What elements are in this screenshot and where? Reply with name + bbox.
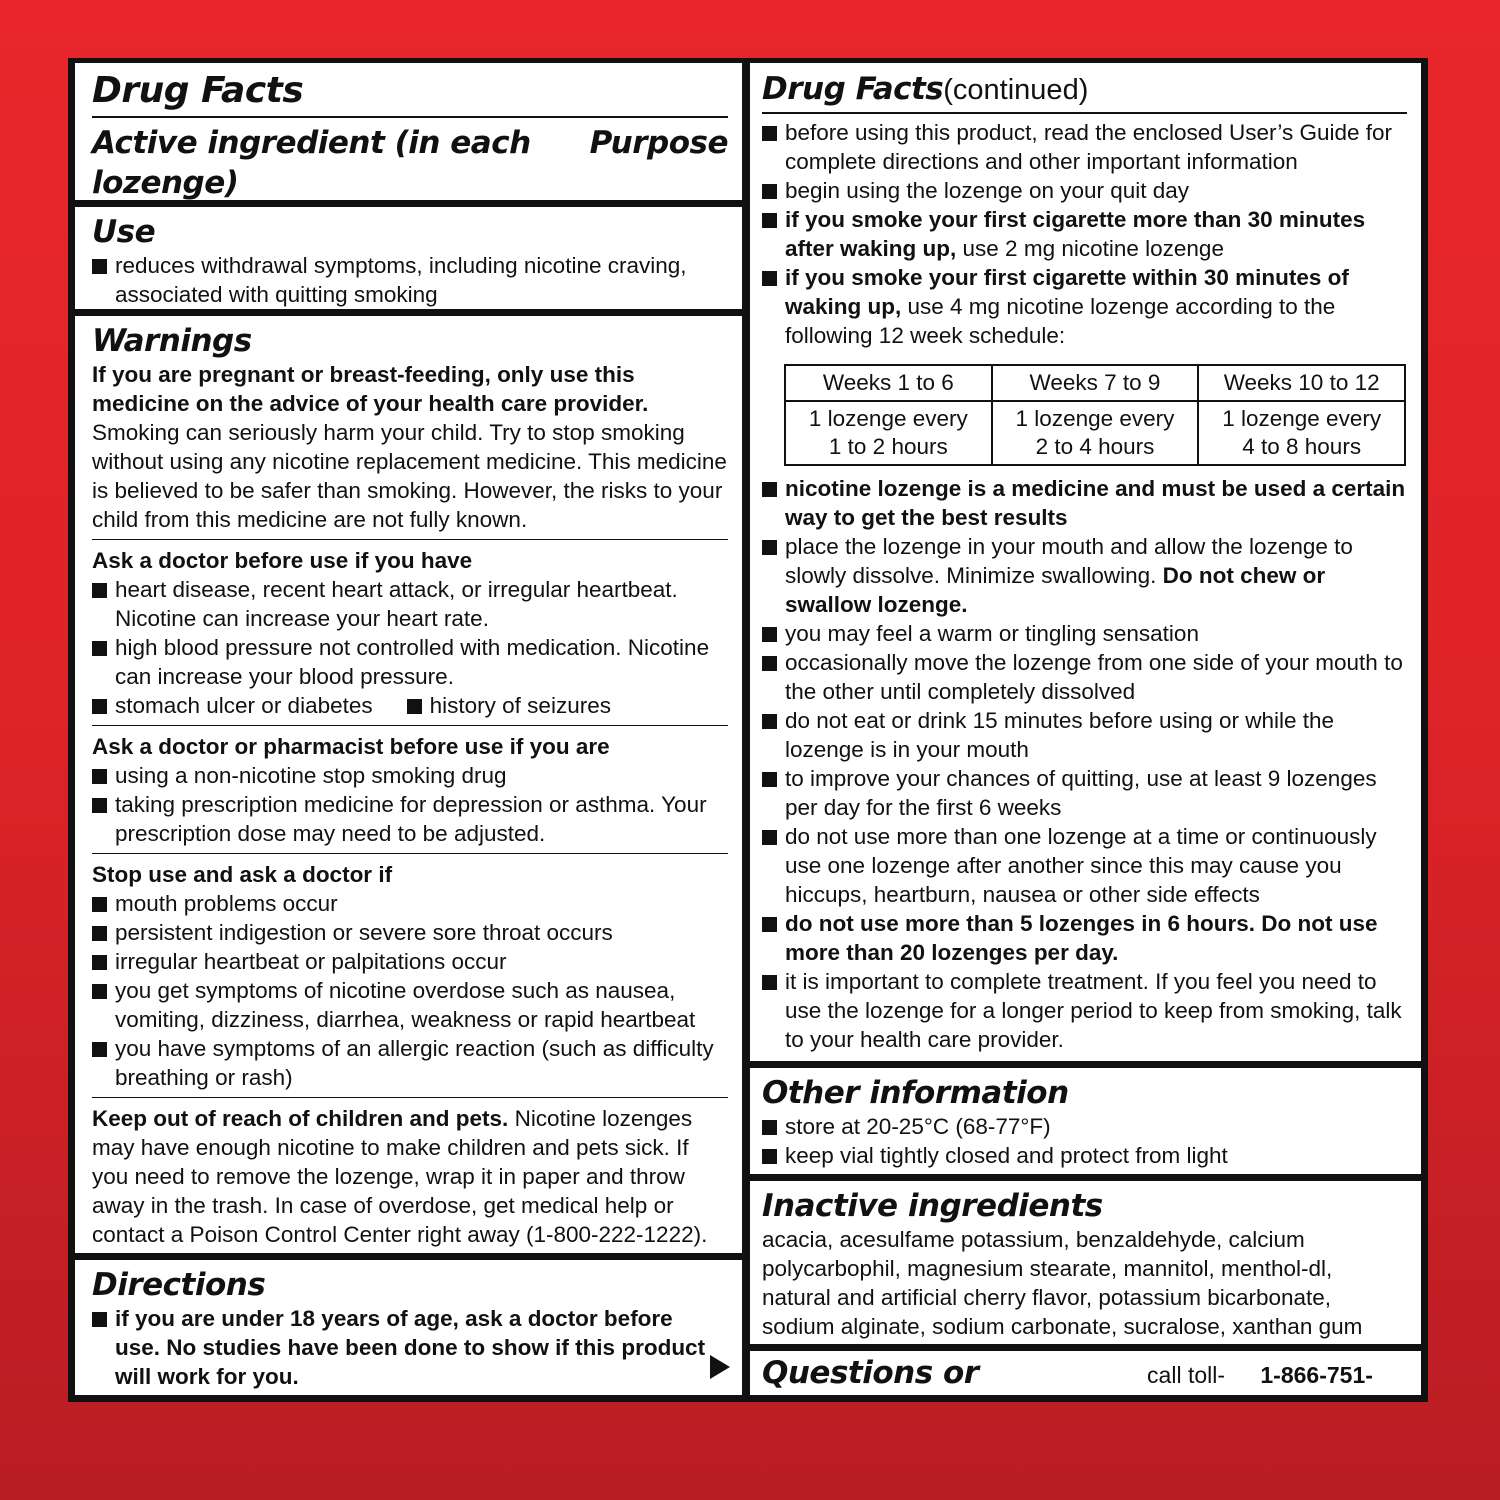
- ask-pharmacist-heading: Ask a doctor or pharmacist before use if you are: [92, 734, 610, 759]
- cell-line: 1 to 2 hours: [828, 434, 948, 459]
- list-item: you may feel a warm or tingling sensation: [762, 619, 1407, 648]
- divider: [92, 853, 728, 854]
- inactive-ingredients-box: [750, 1181, 1421, 1344]
- list-item: store at 20-25°C (68-77°F): [762, 1112, 1407, 1141]
- list-item: high blood pressure not controlled with medication. Nicotine can increase your blood pressure.: [92, 633, 728, 691]
- divider: [92, 116, 728, 118]
- list-item: [762, 532, 1407, 619]
- directions-title: Directions: [92, 1267, 266, 1303]
- list-item: mouth problems occur: [92, 889, 728, 918]
- list-item-text: use 2 mg nicotine lozenge: [956, 236, 1224, 261]
- list-item: stomach ulcer or diabetes: [92, 691, 373, 720]
- other-information-list: [762, 1112, 1407, 1170]
- inactive-ingredients-title: Inactive ingredients: [762, 1188, 1103, 1224]
- drug-facts-title: Drug Facts: [92, 70, 304, 111]
- table-row: [785, 365, 1405, 401]
- keep-out-text: Nicotine lozenges may have enough nicotine to make children and pets sick. If you need to remove the lozenge, wrap it in paper and throw away in the trash. In case of overdose, get medical help or contact a Poison Control Center right away (1-800-222-1222).: [92, 1106, 708, 1247]
- cell-line: 1 lozenge every: [1015, 406, 1175, 431]
- divider: [92, 539, 728, 540]
- keep-out-warning: [92, 1104, 728, 1249]
- toll-free-label: call toll-: [1147, 1362, 1226, 1388]
- drug-facts-panel: [68, 58, 1428, 1402]
- list-item-text: use 4 mg nicotine lozenge according to the following 12 week schedule:: [785, 294, 1336, 348]
- cell-line: 1 lozenge every: [808, 406, 968, 431]
- continued-title-row: [762, 69, 1407, 110]
- list-item: taking prescription medicine for depression or asthma. Your prescription dose may need to be adjusted.: [92, 790, 728, 848]
- cell-line: 4 to 8 hours: [1242, 434, 1362, 459]
- ask-doctor-heading: Ask a doctor before use if you have: [92, 548, 473, 573]
- use-box: [75, 207, 742, 309]
- list-item: [762, 176, 1407, 205]
- list-item-text: before using this product, read the enclosed User’s Guide for complete directions and other important information: [785, 120, 1393, 174]
- active-ingredient-header: [92, 123, 728, 200]
- list-item: [762, 118, 1407, 176]
- table-header-cell: Weeks 7 to 9: [992, 365, 1199, 401]
- divider: [92, 1097, 728, 1098]
- warnings-box: [75, 316, 742, 1253]
- table-cell: [1198, 401, 1405, 465]
- ask-doctor-pair: [92, 691, 728, 720]
- table-header-cell: Weeks 1 to 6: [785, 365, 992, 401]
- drug-facts-header-box: [75, 63, 742, 200]
- use-list: [92, 251, 728, 309]
- other-information-box: [750, 1068, 1421, 1174]
- questions-line: [762, 1351, 1407, 1395]
- list-item-bold: if you smoke your first cigarette more than 30 minutes after waking up,: [785, 207, 1366, 261]
- stop-use-list: [92, 889, 728, 1092]
- list-item: persistent indigestion or severe sore throat occurs: [92, 918, 728, 947]
- table-cell: [785, 401, 992, 465]
- use-title: Use: [92, 214, 156, 250]
- keep-out-bold: Keep out of reach of children and pets.: [92, 1106, 509, 1131]
- list-item: using a non-nicotine stop smoking drug: [92, 761, 728, 790]
- directions-continued-box: [750, 63, 1421, 1061]
- list-item: to improve your chances of quitting, use at least 9 lozenges per day for the first 6 weeks: [762, 764, 1407, 822]
- list-item: do not use more than one lozenge at a time or continuously use one lozenge after another since this may cause you hiccups, heartburn, nausea or other side effects: [762, 822, 1407, 909]
- list-item: keep vial tightly closed and protect from light: [762, 1141, 1407, 1170]
- stop-use-heading: Stop use and ask a doctor if: [92, 862, 393, 887]
- directions-continued-list-a: [762, 118, 1407, 350]
- list-item: [762, 263, 1407, 350]
- other-information-title: Other information: [762, 1075, 1069, 1111]
- list-item: nicotine lozenge is a medicine and must be used a certain way to get the best results: [762, 474, 1407, 532]
- continue-arrow-icon: [710, 1355, 730, 1379]
- warnings-title: Warnings: [92, 323, 252, 359]
- ask-doctor-list: [92, 575, 728, 691]
- directions-box: [75, 1260, 742, 1395]
- cell-line: 2 to 4 hours: [1035, 434, 1155, 459]
- cell-line: 1 lozenge every: [1222, 406, 1382, 431]
- list-item: [762, 205, 1407, 263]
- list-item: do not use more than 5 lozenges in 6 hours. Do not use more than 20 lozenges per day.: [762, 909, 1407, 967]
- active-ingredient-heading: Active ingredient (in each lozenge): [92, 125, 531, 200]
- inactive-ingredients-text: acacia, acesulfame potassium, benzaldehyde, calcium polycarbophil, magnesium stearate, mannitol, menthol-dl, natural and artificial cherry flavor, potassium bicarbonate, sodium alginate, sodium carbonate, sucralose, xanthan gum: [762, 1227, 1363, 1339]
- directions-continued-list-b: [762, 474, 1407, 1054]
- list-item: do not eat or drink 15 minutes before using or while the lozenge is in your mouth: [762, 706, 1407, 764]
- questions-box: [750, 1351, 1421, 1395]
- pregnancy-warning: [92, 360, 728, 534]
- ask-pharmacist-list: [92, 761, 728, 848]
- table-row: [785, 401, 1405, 465]
- purpose-heading: Purpose: [589, 125, 728, 161]
- list-item: you have symptoms of an allergic reaction (such as difficulty breathing or rash): [92, 1034, 728, 1092]
- list-item: reduces withdrawal symptoms, including nicotine craving, associated with quitting smoking: [92, 251, 728, 309]
- list-item: history of seizures: [407, 691, 611, 720]
- list-item-bold: Do not chew or swallow lozenge.: [785, 563, 1326, 617]
- directions-list: [92, 1304, 728, 1391]
- list-item: if you are under 18 years of age, ask a doctor before use. No studies have been done to show if this product will work for you.: [92, 1304, 728, 1391]
- list-item-bold: if you smoke your first cigarette within 30 minutes of waking up,: [785, 265, 1349, 319]
- list-item-text: place the lozenge in your mouth and allow the lozenge to slowly dissolve. Minimize swallowing.: [785, 534, 1353, 588]
- list-item: it is important to complete treatment. If you feel you need to use the lozenge for a longer period to keep from smoking, talk to your health care provider.: [762, 967, 1407, 1054]
- table-cell: [992, 401, 1199, 465]
- list-item: irregular heartbeat or palpitations occur: [92, 947, 728, 976]
- divider: [762, 112, 1407, 114]
- list-item: heart disease, recent heart attack, or irregular heartbeat. Nicotine can increase your heart rate.: [92, 575, 728, 633]
- pregnancy-warning-text: Smoking can seriously harm your child. Try to stop smoking without using any nicotine replacement medicine. This medicine is believed to be safer than smoking. However, the risks to your child from this medicine are not fully known.: [92, 420, 727, 532]
- questions-title: Questions or: [762, 1355, 979, 1391]
- divider: [92, 725, 728, 726]
- list-item-text: begin using the lozenge on your quit day: [785, 178, 1190, 203]
- drug-facts-continued-title: Drug Facts: [762, 71, 944, 107]
- continued-label: (continued): [943, 74, 1089, 106]
- table-header-cell: Weeks 10 to 12: [1198, 365, 1405, 401]
- toll-free-phone: 1-866-751-: [1260, 1362, 1373, 1388]
- dosing-schedule-table: [784, 364, 1406, 466]
- pregnancy-warning-bold: If you are pregnant or breast-feeding, only use this medicine on the advice of your health care provider.: [92, 362, 649, 416]
- list-item: you get symptoms of nicotine overdose such as nausea, vomiting, dizziness, diarrhea, weakness or rapid heartbeat: [92, 976, 728, 1034]
- list-item: occasionally move the lozenge from one side of your mouth to the other until completely dissolved: [762, 648, 1407, 706]
